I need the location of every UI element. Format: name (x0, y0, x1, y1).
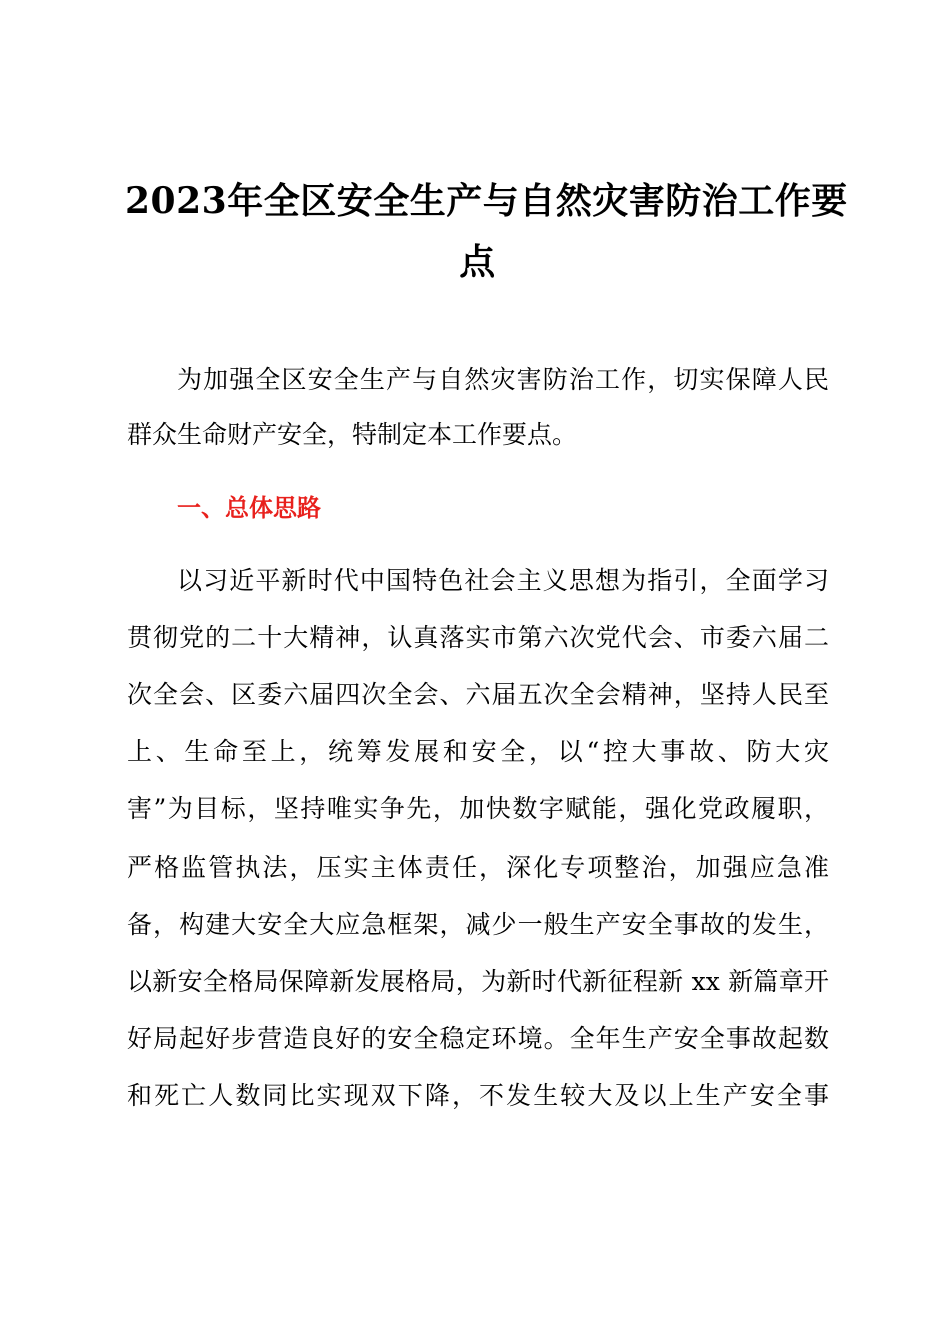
paragraph-line-4: 上、生命至上，统筹发展和安全，以“控大事故、防大灾 (127, 737, 829, 766)
document-title-line-1: 2023年全区安全生产与自然灾害防治工作要 (125, 180, 848, 222)
paragraph-line-7: 备，构建大安全大应急框架，减少一般生产安全事故的发生， (127, 910, 829, 939)
document-title-line-2: 点 (459, 241, 496, 283)
paragraph-line-8: 以新安全格局保障新发展格局，为新时代新征程新 xx 新篇章开 (127, 967, 829, 996)
paragraph-line-2: 贯彻党的二十大精神，认真落实市第六次党代会、市委六届二 (127, 623, 829, 652)
intro-line-2: 群众生命财产安全，特制定本工作要点。 (127, 420, 578, 449)
paragraph-line-10: 和死亡人数同比实现双下降，不发生较大及以上生产安全事 (127, 1081, 829, 1110)
paragraph-line-6: 严格监管执法，压实主体责任，深化专项整治，加强应急准 (127, 853, 829, 882)
intro-line-1: 为加强全区安全生产与自然灾害防治工作，切实保障人民 (177, 365, 829, 394)
paragraph-line-9: 好局起好步营造良好的安全稳定环境。全年生产安全事故起数 (127, 1024, 829, 1053)
paragraph-line-5: 害”为目标，坚持唯实争先，加快数字赋能，强化党政履职， (127, 794, 829, 823)
paragraph-line-1: 以习近平新时代中国特色社会主义思想为指引，全面学习 (177, 566, 829, 595)
section-heading-overall-approach: 一、总体思路 (177, 494, 321, 522)
paragraph-line-3: 次全会、区委六届四次全会、六届五次全会精神，坚持人民至 (127, 680, 829, 709)
